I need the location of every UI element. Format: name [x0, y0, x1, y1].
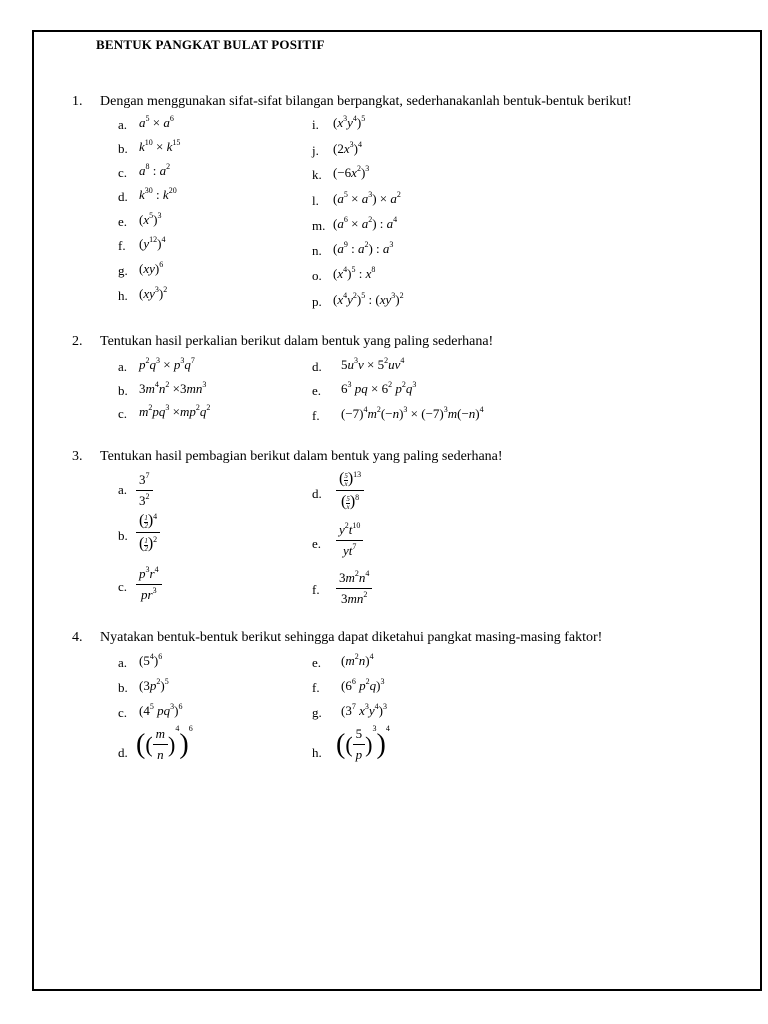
q1-expr-n: ($a^9$ : $a^2$) : $a^3$ — [333, 240, 394, 256]
q3-label-e: e. — [312, 536, 322, 551]
q2-expr-b: $3m^4n^2 \times 3mn^3$ — [139, 380, 207, 396]
q1-expr-l: $(a^5 \times a^3) \times a^2$ — [333, 190, 401, 206]
q2-label-e: e. — [312, 383, 322, 398]
q1-expr-g: (xy)$^6$ — [139, 260, 164, 276]
q2-expr-a: $p^2q^3 \times p^3q^7$ — [139, 356, 195, 372]
question-2-number: 2. — [72, 334, 83, 349]
q2-label-d: d. — [312, 359, 322, 374]
worksheet-title: BENTUK PANGKAT BULAT POSITIF — [96, 37, 325, 52]
question-4-number: 4. — [72, 630, 83, 645]
q1-label-m: m. — [312, 218, 326, 233]
question-2-text: Tentukan hasil perkalian berikut dalam bentuk yang paling sederhana! — [100, 334, 494, 349]
q1-label-j: j. — [312, 143, 319, 158]
q4-expr-g: ($3^7$ $x^3y^4)^3$ — [341, 702, 387, 718]
q4-label-f: f. — [312, 680, 320, 695]
q1-label-l: l. — [312, 193, 319, 208]
q4-label-a: a. — [118, 655, 128, 670]
q1-label-g: g. — [118, 263, 128, 278]
question-4-text: Nyatakan bentuk-bentuk berikut sehingga dapat diketahui pangkat masing-masing faktor! — [100, 630, 603, 645]
q1-label-n: n. — [312, 243, 322, 258]
q4-label-d: d. — [118, 745, 128, 760]
q1-label-i: i. — [312, 117, 319, 132]
q3-label-b: b. — [118, 528, 128, 543]
q1-label-h: h. — [118, 288, 128, 303]
q1-expr-b: $k^{10} \times k^{15}$ — [139, 138, 181, 154]
question-3-number: 3. — [72, 449, 83, 464]
q2-label-f: f. — [312, 408, 320, 423]
question-1-number: 1. — [72, 94, 83, 109]
q2-expr-f: $(-7)^4m^2(-n)^3 \times (-7)^3m(-n)^4$ — [341, 405, 484, 421]
q3-label-c: c. — [118, 579, 128, 594]
q1-label-e: e. — [118, 214, 128, 229]
q1-label-d: d. — [118, 189, 128, 204]
q3-expr-a: $\frac{3^7}{3^2}$ — [136, 472, 153, 509]
q4-label-e: e. — [312, 655, 322, 670]
q4-expr-d: ( ( $\frac{m}{n}$ ) 4 ) 6 — [136, 724, 193, 762]
q4-expr-e: $(m^2n)^4$ — [341, 652, 374, 668]
q4-label-c: c. — [118, 705, 128, 720]
q2-label-c: c. — [118, 406, 128, 421]
q1-label-p: p. — [312, 294, 322, 309]
q3-expr-f: $\frac{3m^2n^4}{3mn^2}$ — [336, 570, 372, 607]
q4-label-h: h. — [312, 745, 322, 760]
q4-expr-c: ($4^5$ $pq^3)^6$ — [139, 702, 183, 718]
q1-expr-j: $(2x^3)^4$ — [333, 140, 362, 156]
q1-expr-e: $(x^5)^3$ — [139, 211, 162, 227]
q3-expr-d: ( $\frac{5}{x}$ )$^{13}$ ( $\frac{5}{x}$ )$^8$ — [336, 470, 364, 511]
q1-label-a: a. — [118, 117, 128, 132]
q3-label-a: a. — [118, 482, 128, 497]
q1-label-f: f. — [118, 238, 126, 253]
q1-label-c: c. — [118, 165, 128, 180]
question-1-text: Dengan menggunakan sifat-sifat bilangan berpangkat, sederhanakanlah bentuk-bentuk berikut! — [100, 94, 632, 109]
question-3-text: Tentukan hasil pembagian berikut dalam bentuk yang paling sederhana! — [100, 449, 503, 464]
q1-label-b: b. — [118, 141, 128, 156]
q1-expr-d: $k^{30}$ : $k^{20}$ — [139, 186, 177, 202]
q4-expr-a: $(5^4)^6$ — [139, 652, 163, 668]
q2-label-b: b. — [118, 383, 128, 398]
q3-expr-c: $\frac{p^3r^4}{pr^3}$ — [136, 566, 162, 603]
q4-label-g: g. — [312, 705, 322, 720]
q3-expr-e: $\frac{y^2t^{10}}{yt^7}$ — [336, 522, 363, 559]
q1-expr-m: $(a^6 \times a^2)$ : $a^4$ — [333, 215, 398, 231]
q1-expr-i: $(x^3y^4)^5$ — [333, 114, 366, 130]
q4-expr-b: $(3p^2)^5$ — [139, 677, 169, 693]
q4-expr-h: ( ( $\frac{5}{p}$ ) 3 ) 4 — [336, 724, 390, 762]
q3-label-d: d. — [312, 486, 322, 501]
q3-expr-b: ( $\frac{1}{2}$ )$^4$ ( $\frac{1}{2}$ )$^2$ — [136, 512, 160, 553]
q1-label-k: k. — [312, 167, 322, 182]
q1-expr-f: $(y^{12})^4$ — [139, 235, 166, 251]
q2-label-a: a. — [118, 359, 128, 374]
q4-label-b: b. — [118, 680, 128, 695]
q1-expr-o: $(x^4)^5$ : $x^8$ — [333, 265, 376, 281]
q4-expr-f: ($6^6$ $p^2q)^3$ — [341, 677, 385, 693]
q2-expr-d: $5u^3v \times 5^2uv^4$ — [341, 356, 405, 372]
q1-expr-c: $a^8$ : $a^2$ — [139, 162, 171, 178]
q2-expr-e: $6^3$ pq × $6^2$ $p^2q^3$ — [341, 380, 417, 396]
q1-expr-a: $a^5 \times a^6$ — [139, 114, 174, 130]
q1-expr-h: $(xy^3)^2$ — [139, 285, 168, 301]
q3-label-f: f. — [312, 582, 320, 597]
q2-expr-c: $m^2pq^3 \times mp^2q^2$ — [139, 403, 211, 419]
q1-expr-p: $(x^4y^2)^5$ : $(xy^3)^2$ — [333, 291, 404, 307]
q1-label-o: o. — [312, 268, 322, 283]
q1-expr-k: $(-6x^2)^3$ — [333, 164, 370, 180]
